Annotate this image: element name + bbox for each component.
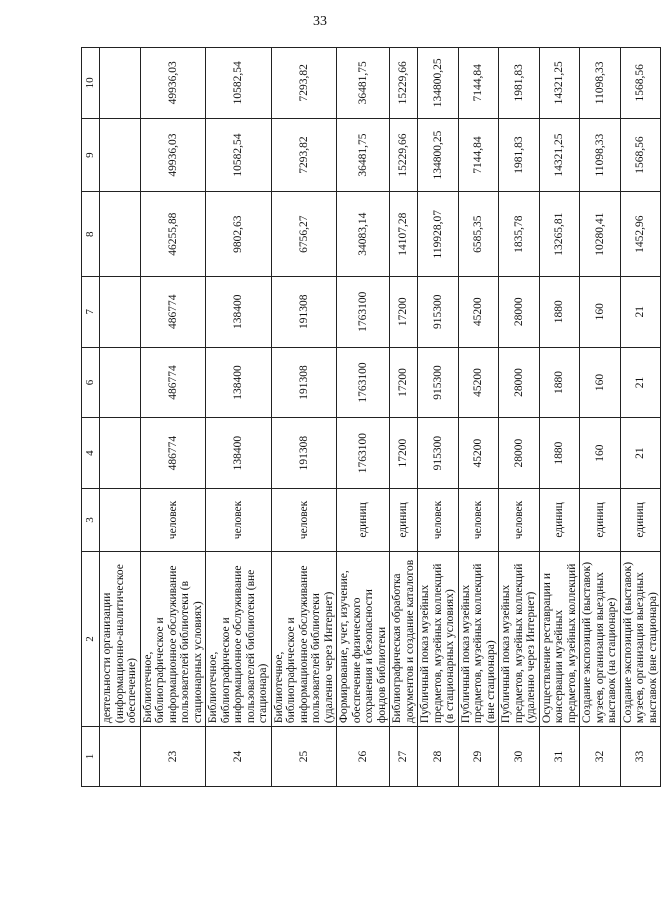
column-header: 4 [82, 418, 100, 489]
service-name: Публичный показ музейных предметов, музейных коллекций (в стационарных условиях) [418, 551, 459, 726]
value-col-8 [100, 192, 141, 277]
table-row [140, 48, 206, 787]
value-col-9: 49936,03 [140, 118, 206, 192]
value-col-7 [100, 276, 141, 347]
value-col-9: 7144,84 [458, 118, 499, 192]
unit: единиц [539, 488, 580, 551]
value-col-6: 28000 [499, 347, 540, 418]
value-col-7: 160 [580, 276, 621, 347]
value-col-6: 191308 [271, 347, 337, 418]
column-header: 1 [82, 727, 100, 787]
value-col-7: 915300 [418, 276, 459, 347]
unit: человек [271, 488, 337, 551]
service-name: Библиотечное, библиографическое и информационное обслуживание пользователей библиотеки (удаленно через Интернет) [271, 551, 337, 726]
column-header: 9 [82, 118, 100, 192]
value-col-8: 1452,96 [620, 192, 661, 277]
value-col-10: 15229,66 [390, 48, 418, 119]
value-col-4: 1880 [539, 418, 580, 489]
value-col-4 [100, 418, 141, 489]
value-col-9 [100, 118, 141, 192]
value-col-9: 1568,56 [620, 118, 661, 192]
column-header: 8 [82, 192, 100, 277]
value-col-10: 7293,82 [271, 48, 337, 119]
value-col-9: 36481,75 [337, 118, 390, 192]
value-col-4: 45200 [458, 418, 499, 489]
value-col-10: 49936,03 [140, 48, 206, 119]
value-col-10: 36481,75 [337, 48, 390, 119]
unit: человек [418, 488, 459, 551]
column-header: 7 [82, 276, 100, 347]
value-col-9: 7293,82 [271, 118, 337, 192]
table-row [499, 48, 540, 787]
row-number: 29 [458, 727, 499, 787]
value-col-10: 1981,83 [499, 48, 540, 119]
value-col-9: 134800,25 [418, 118, 459, 192]
value-col-8: 14107,28 [390, 192, 418, 277]
value-col-10: 11098,33 [580, 48, 621, 119]
service-name: Осуществление реставрации и консервации музейных предметов, музейных коллекций [539, 551, 580, 726]
table-row [390, 48, 418, 787]
column-header: 6 [82, 347, 100, 418]
table-row [580, 48, 621, 787]
value-col-4: 191308 [271, 418, 337, 489]
unit: единиц [620, 488, 661, 551]
value-col-6: 915300 [418, 347, 459, 418]
value-col-6: 17200 [390, 347, 418, 418]
row-number: 26 [337, 727, 390, 787]
value-col-6: 1763100 [337, 347, 390, 418]
value-col-8: 13265,81 [539, 192, 580, 277]
service-name: Библиотечное, библиографическое и информационное обслуживание пользователей библиотеки (вне стационара) [206, 551, 272, 726]
row-number: 30 [499, 727, 540, 787]
value-col-7: 486774 [140, 276, 206, 347]
service-name: Формирование, учет, изучение, обеспечение физического сохранения и безопасности фондов библиотеки [337, 551, 390, 726]
value-col-9: 1981,83 [499, 118, 540, 192]
value-col-6: 1880 [539, 347, 580, 418]
value-col-7: 1880 [539, 276, 580, 347]
value-col-6: 160 [580, 347, 621, 418]
row-number: 23 [140, 727, 206, 787]
service-name: Создание экспозиций (выставок) музеев, организация выездных выставок (на стационаре) [580, 551, 621, 726]
service-name: Библиографическая обработка документов и создание каталогов [390, 551, 418, 726]
unit: единиц [580, 488, 621, 551]
value-col-4: 1763100 [337, 418, 390, 489]
column-header: 10 [82, 48, 100, 119]
row-number: 33 [620, 727, 661, 787]
service-name: Создание экспозиций (выставок) музеев, организация выездных выставок (вне стационара) [620, 551, 661, 726]
unit: человек [458, 488, 499, 551]
unit: единиц [390, 488, 418, 551]
service-name: деятельности организации (информационно-аналитическое обеспечение) [100, 551, 141, 726]
row-number [100, 727, 141, 787]
rotated-table-container [81, 47, 659, 787]
table-row [271, 48, 337, 787]
service-name: Библиотечное, библиографическое и информационное обслуживание пользователей библиотеки (в стационарных условиях) [140, 551, 206, 726]
table-row [539, 48, 580, 787]
value-col-4: 915300 [418, 418, 459, 489]
column-header: 2 [82, 551, 100, 726]
value-col-7: 21 [620, 276, 661, 347]
value-col-7: 17200 [390, 276, 418, 347]
value-col-4: 160 [580, 418, 621, 489]
page-number: 33 [313, 14, 327, 29]
row-number: 27 [390, 727, 418, 787]
unit: человек [499, 488, 540, 551]
value-col-7: 138400 [206, 276, 272, 347]
value-col-6: 138400 [206, 347, 272, 418]
row-number: 31 [539, 727, 580, 787]
unit: единиц [337, 488, 390, 551]
services-table [81, 47, 661, 787]
value-col-8: 34083,14 [337, 192, 390, 277]
table-row [337, 48, 390, 787]
value-col-8: 9802,63 [206, 192, 272, 277]
row-number: 28 [418, 727, 459, 787]
value-col-10: 1568,56 [620, 48, 661, 119]
value-col-7: 45200 [458, 276, 499, 347]
value-col-9: 11098,33 [580, 118, 621, 192]
value-col-7: 1763100 [337, 276, 390, 347]
value-col-8: 1835,78 [499, 192, 540, 277]
value-col-4: 21 [620, 418, 661, 489]
value-col-8: 6756,27 [271, 192, 337, 277]
row-number: 25 [271, 727, 337, 787]
table-row [620, 48, 661, 787]
value-col-6: 21 [620, 347, 661, 418]
value-col-7: 28000 [499, 276, 540, 347]
value-col-4: 28000 [499, 418, 540, 489]
value-col-9: 10582,54 [206, 118, 272, 192]
header-row [82, 48, 100, 787]
value-col-8: 46255,88 [140, 192, 206, 277]
value-col-6: 45200 [458, 347, 499, 418]
table-row [418, 48, 459, 787]
value-col-4: 17200 [390, 418, 418, 489]
value-col-7: 191308 [271, 276, 337, 347]
unit [100, 488, 141, 551]
service-name: Публичный показ музейных предметов, музейных коллекций (вне стационара) [458, 551, 499, 726]
column-header: 3 [82, 488, 100, 551]
unit: человек [206, 488, 272, 551]
value-col-4: 486774 [140, 418, 206, 489]
service-name: Публичный показ музейных предметов, музейных коллекций (удаленно через Интернет) [499, 551, 540, 726]
value-col-10 [100, 48, 141, 119]
value-col-6 [100, 347, 141, 418]
value-col-10: 134800,25 [418, 48, 459, 119]
value-col-10: 10582,54 [206, 48, 272, 119]
value-col-8: 6585,35 [458, 192, 499, 277]
value-col-8: 10280,41 [580, 192, 621, 277]
table-row [458, 48, 499, 787]
table-row [100, 48, 141, 787]
value-col-4: 138400 [206, 418, 272, 489]
table-row [206, 48, 272, 787]
value-col-9: 15229,66 [390, 118, 418, 192]
row-number: 32 [580, 727, 621, 787]
value-col-10: 14321,25 [539, 48, 580, 119]
value-col-6: 486774 [140, 347, 206, 418]
value-col-8: 119928,07 [418, 192, 459, 277]
value-col-10: 7144,84 [458, 48, 499, 119]
value-col-9: 14321,25 [539, 118, 580, 192]
row-number: 24 [206, 727, 272, 787]
unit: человек [140, 488, 206, 551]
